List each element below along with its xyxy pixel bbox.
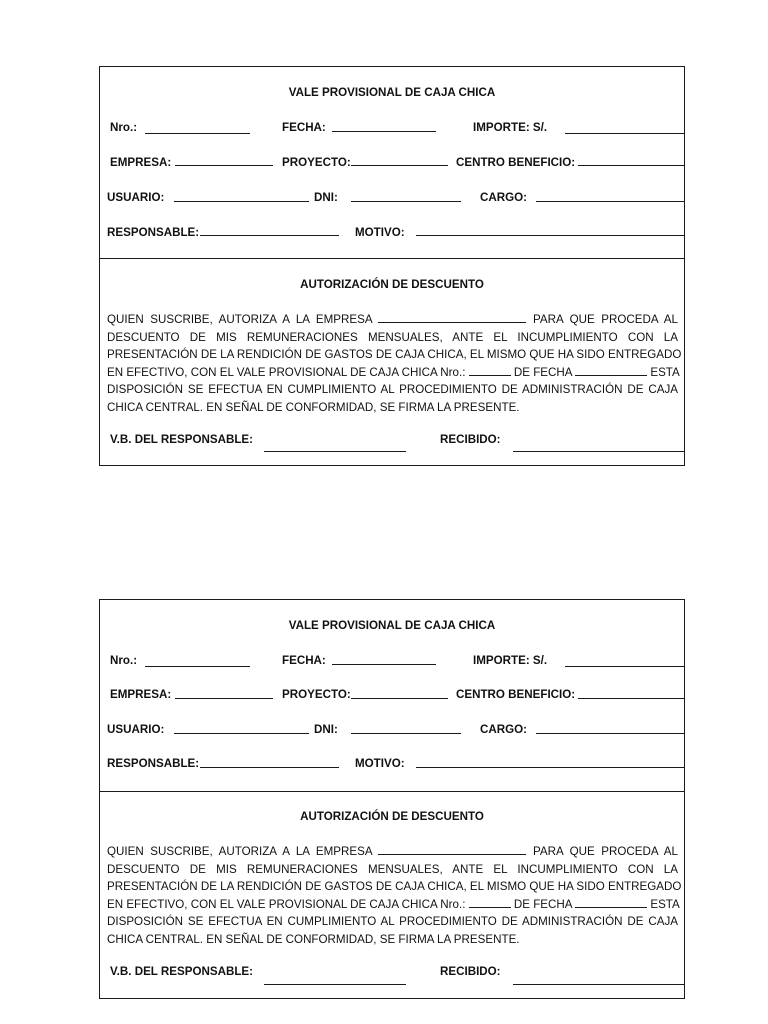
cargo-field[interactable] xyxy=(536,733,685,734)
authorization-text: QUIEN SUSCRIBE, AUTORIZA A LA EMPRESA PARA QUE PROCEDA AL DESCUENTO DE MIS REMUNERACIONES MENSUALES, ANTE EL INCUMPLIMIENTO CON LA PRESENTACIÓN DE LA RENDICIÓN DE GASTOS DE CAJA CHICA, EL MISMO QUE HA SIDO ENTREGADO EN EFECTIVO, CON EL VALE PROVISIONAL DE CAJA CHICA Nro.: DE FECHA ESTA DISPOSICIÓN SE EFECTUA EN CUMPLIMIENTO AL PROCEDIMIENTO DE ADMINISTRACIÓN DE CAJA CHICA CENTRAL. EN SEÑAL DE CONFORMIDAD, SE FIRMA LA PRESENTE. xyxy=(107,845,682,946)
empresa-field[interactable] xyxy=(175,165,273,166)
recibido-signature[interactable] xyxy=(513,451,685,452)
usuario-field[interactable] xyxy=(174,733,309,734)
centro-beneficio-field[interactable] xyxy=(578,698,685,699)
empresa-label: EMPRESA: xyxy=(110,156,172,169)
vb-responsable-label: V.B. DEL RESPONSABLE: xyxy=(110,965,254,978)
voucher-form-1 xyxy=(99,66,685,466)
fecha-field[interactable] xyxy=(332,664,436,665)
section-divider xyxy=(100,791,684,792)
importe-label: IMPORTE: S/. xyxy=(473,121,548,134)
nro-field[interactable] xyxy=(145,133,250,134)
recibido-label: RECIBIDO: xyxy=(440,433,501,446)
cargo-label: CARGO: xyxy=(480,191,528,204)
nro-field[interactable] xyxy=(145,666,250,667)
empresa-blank[interactable] xyxy=(378,844,526,855)
authorization-title: AUTORIZACIÓN DE DESCUENTO xyxy=(300,810,484,823)
cargo-label: CARGO: xyxy=(480,723,528,736)
dni-label: DNI: xyxy=(314,723,338,736)
motivo-label: MOTIVO: xyxy=(355,226,405,239)
usuario-label: USUARIO: xyxy=(107,723,165,736)
proyecto-field[interactable] xyxy=(351,698,448,699)
importe-field[interactable] xyxy=(565,666,685,667)
usuario-field[interactable] xyxy=(174,201,309,202)
cargo-field[interactable] xyxy=(536,201,685,202)
empresa-blank[interactable] xyxy=(378,312,526,323)
importe-field[interactable] xyxy=(565,133,685,134)
vb-responsable-signature[interactable] xyxy=(264,451,406,452)
centro-beneficio-label: CENTRO BENEFICIO: xyxy=(456,688,576,701)
nro-label: Nro.: xyxy=(110,654,138,667)
motivo-label: MOTIVO: xyxy=(355,757,405,770)
empresa-label: EMPRESA: xyxy=(110,688,172,701)
voucher-title: VALE PROVISIONAL DE CAJA CHICA xyxy=(288,619,496,632)
vb-responsable-signature[interactable] xyxy=(264,984,406,985)
responsable-field[interactable] xyxy=(200,235,339,236)
voucher-form-2 xyxy=(99,599,685,999)
dni-label: DNI: xyxy=(314,191,338,204)
authorization-title: AUTORIZACIÓN DE DESCUENTO xyxy=(300,278,484,291)
recibido-label: RECIBIDO: xyxy=(440,965,501,978)
dni-field[interactable] xyxy=(351,733,461,734)
fecha-label: FECHA: xyxy=(282,654,326,667)
motivo-field[interactable] xyxy=(416,235,685,236)
vb-responsable-label: V.B. DEL RESPONSABLE: xyxy=(110,433,254,446)
responsable-field[interactable] xyxy=(200,767,339,768)
fecha-blank[interactable] xyxy=(575,897,647,908)
nro-label: Nro.: xyxy=(110,121,138,134)
voucher-title: VALE PROVISIONAL DE CAJA CHICA xyxy=(288,86,496,99)
authorization-text: QUIEN SUSCRIBE, AUTORIZA A LA EMPRESA PARA QUE PROCEDA AL DESCUENTO DE MIS REMUNERACIONES MENSUALES, ANTE EL INCUMPLIMIENTO CON LA PRESENTACIÓN DE LA RENDICIÓN DE GASTOS DE CAJA CHICA, EL MISMO QUE HA SIDO ENTREGADO EN EFECTIVO, CON EL VALE PROVISIONAL DE CAJA CHICA Nro.: DE FECHA ESTA DISPOSICIÓN SE EFECTUA EN CUMPLIMIENTO AL PROCEDIMIENTO DE ADMINISTRACIÓN DE CAJA CHICA CENTRAL. EN SEÑAL DE CONFORMIDAD, SE FIRMA LA PRESENTE. xyxy=(107,313,682,414)
fecha-field[interactable] xyxy=(332,131,436,132)
centro-beneficio-field[interactable] xyxy=(578,165,685,166)
recibido-signature[interactable] xyxy=(513,984,685,985)
dni-field[interactable] xyxy=(351,201,461,202)
proyecto-label: PROYECTO: xyxy=(282,688,351,701)
fecha-blank[interactable] xyxy=(575,365,647,376)
motivo-field[interactable] xyxy=(416,767,685,768)
empresa-field[interactable] xyxy=(175,698,273,699)
responsable-label: RESPONSABLE: xyxy=(107,226,200,239)
fecha-label: FECHA: xyxy=(282,121,326,134)
section-divider xyxy=(100,258,684,259)
importe-label: IMPORTE: S/. xyxy=(473,654,548,667)
proyecto-field[interactable] xyxy=(351,165,448,166)
vale-nro-blank[interactable] xyxy=(469,365,511,376)
proyecto-label: PROYECTO: xyxy=(282,156,351,169)
responsable-label: RESPONSABLE: xyxy=(107,757,200,770)
vale-nro-blank[interactable] xyxy=(469,897,511,908)
centro-beneficio-label: CENTRO BENEFICIO: xyxy=(456,156,576,169)
usuario-label: USUARIO: xyxy=(107,191,165,204)
